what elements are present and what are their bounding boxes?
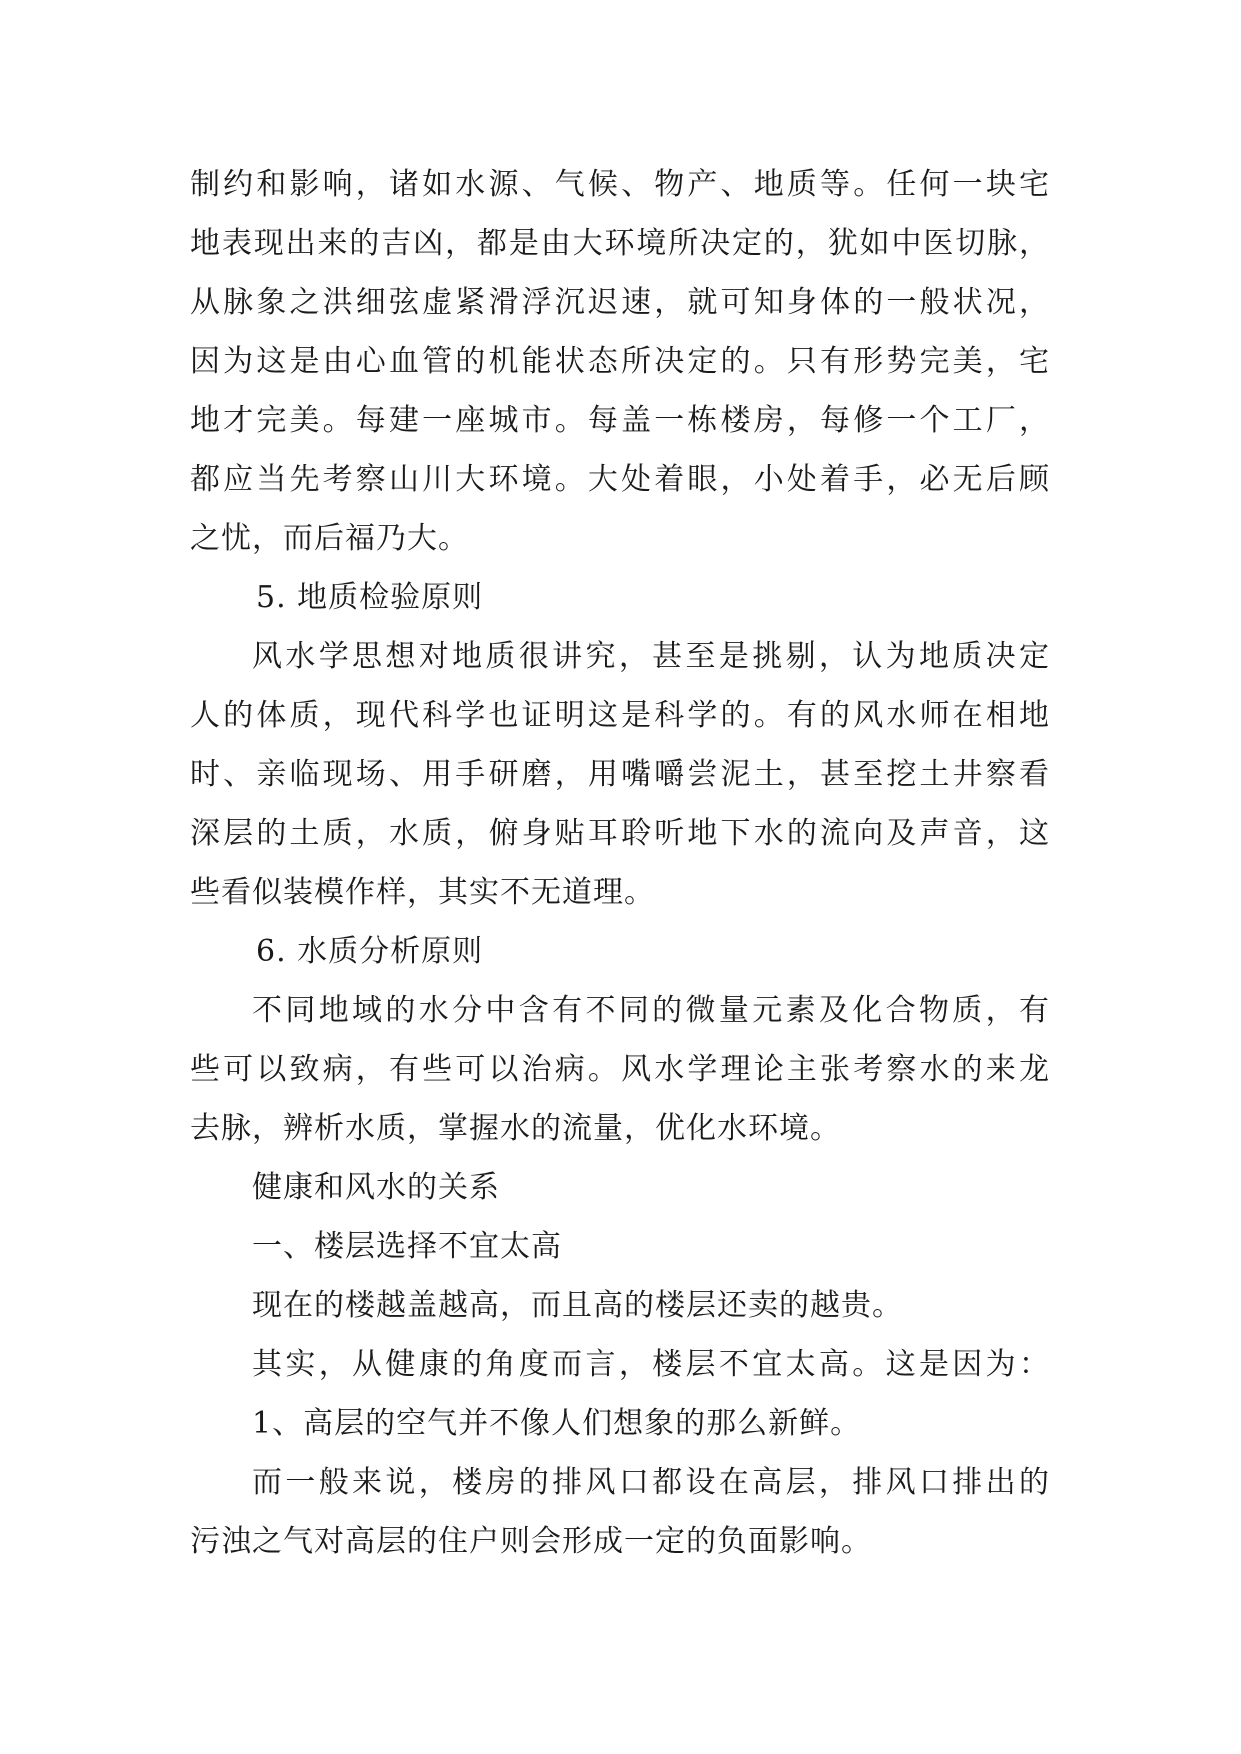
section-heading: 5. 地质检验原则 (256, 580, 484, 615)
text-line: 些可以致病，有些可以治病。风水学理论主张考察水的来龙 (190, 1052, 1050, 1087)
text-line: 之忧，而后福乃大。 (190, 521, 469, 556)
text-line: 人的体质，现代科学也证明这是科学的。有的风水师在相地 (190, 698, 1050, 733)
list-item: 1、高层的空气并不像人们想象的那么新鲜。 (252, 1406, 862, 1441)
text-line: 地才完美。每建一座城市。每盖一栋楼房，每修一个工厂， (190, 403, 1050, 438)
paragraph-first-line: 风水学思想对地质很讲究，甚至是挑剔，认为地质决定 (252, 639, 1050, 674)
paragraph-first-line: 而一般来说，楼房的排风口都设在高层，排风口排出的 (252, 1465, 1050, 1500)
body-text (190, 155, 1050, 1571)
section-heading: 6. 水质分析原则 (256, 934, 484, 969)
text-line: 从脉象之洪细弦虚紧滑浮沉迟速，就可知身体的一般状况， (190, 285, 1050, 320)
text-line: 地表现出来的吉凶，都是由大环境所决定的，犹如中医切脉， (190, 226, 1050, 261)
text-line: 时、亲临现场、用手研磨，用嘴嚼尝泥土，甚至挖土井察看 (190, 757, 1050, 792)
paragraph-line: 其实，从健康的角度而言，楼层不宜太高。这是因为： (252, 1347, 1050, 1382)
text-line: 制约和影响，诸如水源、气候、物产、地质等。任何一块宅 (190, 167, 1050, 202)
text-line: 深层的土质，水质，俯身贴耳聆听地下水的流向及声音，这 (190, 816, 1050, 851)
text-line: 污浊之气对高层的住户则会形成一定的负面影响。 (190, 1524, 872, 1559)
section-heading: 健康和风水的关系 (252, 1170, 500, 1205)
text-line: 都应当先考察山川大环境。大处着眼，小处着手，必无后顾 (190, 462, 1050, 497)
paragraph-first-line: 不同地域的水分中含有不同的微量元素及化合物质，有 (252, 993, 1050, 1028)
text-line: 些看似装模作样，其实不无道理。 (190, 875, 655, 910)
text-line: 因为这是由心血管的机能状态所决定的。只有形势完美，宅 (190, 344, 1050, 379)
subsection-heading: 一、楼层选择不宜太高 (252, 1229, 562, 1264)
text-line: 去脉，辨析水质，掌握水的流量，优化水环境。 (190, 1111, 841, 1146)
paragraph-line: 现在的楼越盖越高，而且高的楼层还卖的越贵。 (252, 1288, 903, 1323)
